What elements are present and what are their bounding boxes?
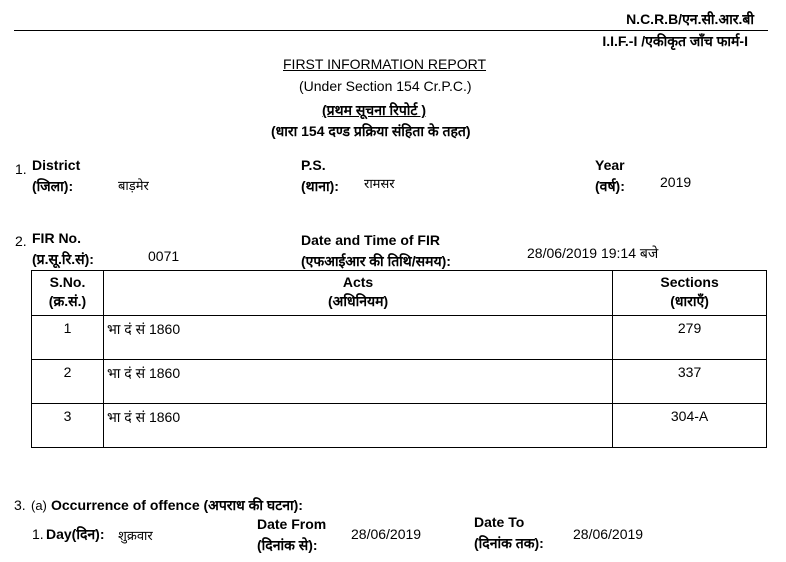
year-label-hi: (वर्ष): xyxy=(595,178,625,194)
report-title-hi: (प्रथम सूचना रिपोर्ट ) xyxy=(322,102,427,118)
item-3-number: 3. xyxy=(14,497,26,513)
item-1-number: 1. xyxy=(15,161,27,177)
acts-table xyxy=(31,270,767,448)
iif-code: I.I.F.-I /एकीकृत जाँच फार्म-I xyxy=(602,33,748,49)
date-to-label-hi: (दिनांक तक): xyxy=(474,535,544,551)
ps-label-hi: (थाना): xyxy=(301,178,339,194)
date-from-label-hi: (दिनांक से): xyxy=(257,537,318,553)
row-sno: 1 xyxy=(32,316,104,360)
row-section: 337 xyxy=(613,360,767,404)
table-row xyxy=(32,360,767,404)
sections-header-hi: (धाराएँ) xyxy=(670,293,709,309)
sections-header-en: Sections xyxy=(660,274,719,290)
table-row xyxy=(32,404,767,448)
fir-label-hi: (प्र.सू.रि.सं): xyxy=(32,251,94,267)
district-value: बाड़मेर xyxy=(118,178,149,193)
sno-header-hi: (क्र.सं.) xyxy=(48,293,87,309)
occurrence-label: Occurrence of offence (अपराध की घटना): xyxy=(51,497,303,513)
acts-header-hi: (अधिनियम) xyxy=(327,293,389,309)
report-section-en: (Under Section 154 Cr.P.C.) xyxy=(299,78,472,94)
day-value: शुक्रवार xyxy=(118,528,153,543)
acts-header-en: Acts xyxy=(342,274,374,290)
row-section: 304-A xyxy=(613,404,767,448)
district-label: District xyxy=(32,157,81,173)
ps-label: P.S. xyxy=(301,157,326,173)
district-label-hi: (जिला): xyxy=(32,178,74,194)
sno-header-en: S.No. xyxy=(49,274,86,290)
sections-header xyxy=(613,271,767,316)
ps-value: रामसर xyxy=(364,176,395,191)
item-3-sub: (a) xyxy=(31,498,47,513)
row-act: भा दं सं 1860 xyxy=(103,316,612,360)
day-label: Day(दिन): xyxy=(46,526,105,542)
row-sno: 3 xyxy=(32,404,104,448)
date-from-value: 28/06/2019 xyxy=(351,526,422,542)
fir-label: FIR No. xyxy=(32,230,81,246)
sno-header xyxy=(32,271,104,316)
fir-datetime-label-hi: (एफआईआर की तिथि/समय): xyxy=(301,253,451,269)
row-sno: 2 xyxy=(32,360,104,404)
date-from-label: Date From xyxy=(257,516,327,532)
acts-header xyxy=(103,271,612,316)
ncrb-code: N.C.R.B/एन.सी.आर.बी xyxy=(626,11,754,27)
day-number: 1. xyxy=(32,526,44,542)
header-divider xyxy=(14,30,768,31)
fir-value: 0071 xyxy=(148,248,180,264)
row-section: 279 xyxy=(613,316,767,360)
acts-table-header xyxy=(32,271,767,316)
fir-datetime-label: Date and Time of FIR xyxy=(301,232,440,248)
row-act: भा दं सं 1860 xyxy=(103,404,612,448)
date-to-value: 28/06/2019 xyxy=(573,526,644,542)
table-row xyxy=(32,316,767,360)
date-to-label: Date To xyxy=(474,514,525,530)
report-section-hi: (धारा 154 दण्ड प्रक्रिया संहिता के तहत) xyxy=(271,123,471,139)
item-2-number: 2. xyxy=(15,233,27,249)
report-title-en: FIRST INFORMATION REPORT xyxy=(283,56,487,72)
fir-datetime-value: 28/06/2019 19:14 बजे xyxy=(527,245,659,261)
row-act: भा दं सं 1860 xyxy=(103,360,612,404)
year-value: 2019 xyxy=(660,174,692,190)
year-label: Year xyxy=(595,157,625,173)
